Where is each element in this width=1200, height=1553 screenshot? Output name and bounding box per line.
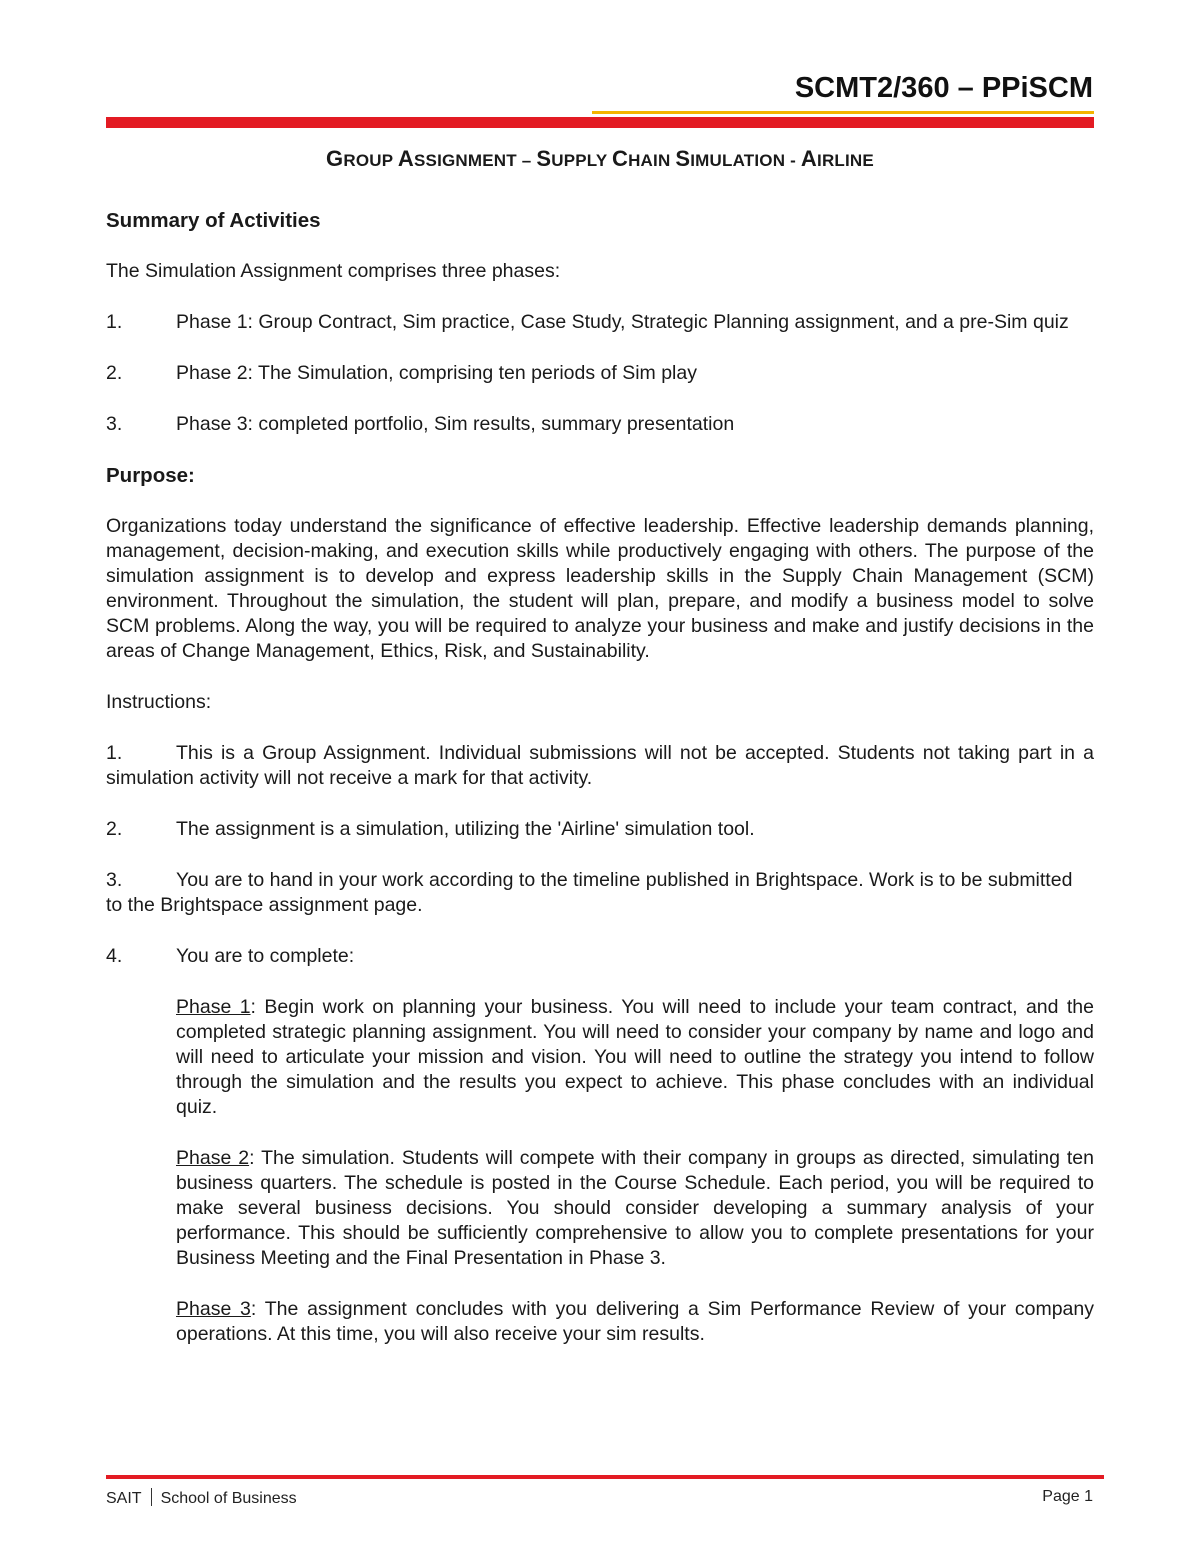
header-rule [106, 117, 1094, 128]
summary-item-2 [106, 361, 1094, 386]
phase-text: : The simulation. Students will compete with their company in groups as directed, simulating ten business quarters. The schedule is posted in the Course Schedule. Each period, you will be required to make several business decisions. You should consider developing a summary analysis of your performance. This should be sufficiently comprehensive to allow you to complete presentations for your Business Meeting and the Final Presentation in Phase 3. [176, 1147, 1094, 1269]
list-text: You are to hand in your work according to the timeline published in Brightspace. Work is to be submitted to the Brightspace assignment page. [106, 869, 1073, 916]
phase-label: Phase 1 [176, 996, 251, 1018]
phase-text: : The assignment concludes with you delivering a Sim Performance Review of your company operations. At this time, you will also receive your sim results. [176, 1298, 1094, 1345]
list-number: 2. [106, 362, 123, 384]
phase-label: Phase 2 [176, 1147, 250, 1169]
phase-3-description [176, 1297, 1094, 1347]
footer-separator [151, 1488, 152, 1506]
list-number: 1. [106, 742, 123, 764]
phase-1-description [176, 995, 1094, 1120]
list-number: 1. [106, 311, 123, 333]
footer-rule [106, 1475, 1104, 1479]
school-name: School of Business [160, 1490, 297, 1507]
purpose-text: Organizations today understand the significance of effective leadership. Effective leadership demands planning, management, decision-making, and execution skills while productively engaging with others. The purpose of the simulation assignment is to develop and express leadership skills in the Supply Chain Management (SCM) environment. Throughout the simulation, the student will plan, prepare, and modify a business model to solve SCM problems. Along the way, you will be required to analyze your business and make and justify decisions in the areas of Change Management, Ethics, Risk, and Sustainability. [106, 515, 1094, 662]
instruction-item-4 [106, 944, 1094, 969]
list-text: The assignment is a simulation, utilizing the 'Airline' simulation tool. [176, 818, 755, 840]
list-text: This is a Group Assignment. Individual submissions will not be accepted. Students not taking part in a simulation activity will not receive a mark for that activity. [106, 742, 1094, 789]
institution-name: SAIT [106, 1490, 142, 1507]
list-number: 2. [106, 818, 123, 840]
list-text: Phase 1: Group Contract, Sim practice, Case Study, Strategic Planning assignment, and a pre-Sim quiz [176, 311, 1069, 333]
phase-text: : Begin work on planning your business. You will need to include your team contract, and the completed strategic planning assignment. You will need to consider your company by name and logo and will need to articulate your mission and vision. You will need to outline the strategy you intend to follow through the simulation and the results you expect to achieve. This phase concludes with an individual quiz. [176, 996, 1094, 1118]
header-accent-rule [592, 111, 1094, 114]
purpose-heading: Purpose: [106, 464, 195, 487]
document-title: GROUP ASSIGNMENT – SUPPLY CHAIN SIMULATION - AIRLINE [326, 146, 874, 171]
instructions-heading: Instructions: [106, 691, 212, 713]
footer-institution [106, 1488, 297, 1508]
phase-2-description [176, 1146, 1094, 1271]
summary-intro: The Simulation Assignment comprises three phases: [106, 260, 561, 282]
phase-label: Phase 3 [176, 1298, 251, 1320]
list-number: 3. [106, 869, 123, 891]
summary-item-1 [106, 310, 1094, 335]
instruction-item-1 [106, 741, 1094, 791]
list-number: 4. [106, 945, 123, 967]
list-text: Phase 3: completed portfolio, Sim results, summary presentation [176, 413, 735, 435]
course-code: SCMT2/360 – PPiSCM [794, 72, 1093, 104]
list-number: 3. [106, 413, 123, 435]
summary-heading: Summary of Activities [106, 209, 321, 232]
instruction-item-2 [106, 817, 1094, 842]
list-text: Phase 2: The Simulation, comprising ten periods of Sim play [176, 362, 697, 384]
document-body [106, 208, 1094, 1373]
page-number: Page 1 [1042, 1488, 1093, 1505]
instruction-item-3 [106, 868, 1094, 918]
summary-item-3 [106, 412, 1094, 437]
list-text: You are to complete: [176, 945, 355, 967]
